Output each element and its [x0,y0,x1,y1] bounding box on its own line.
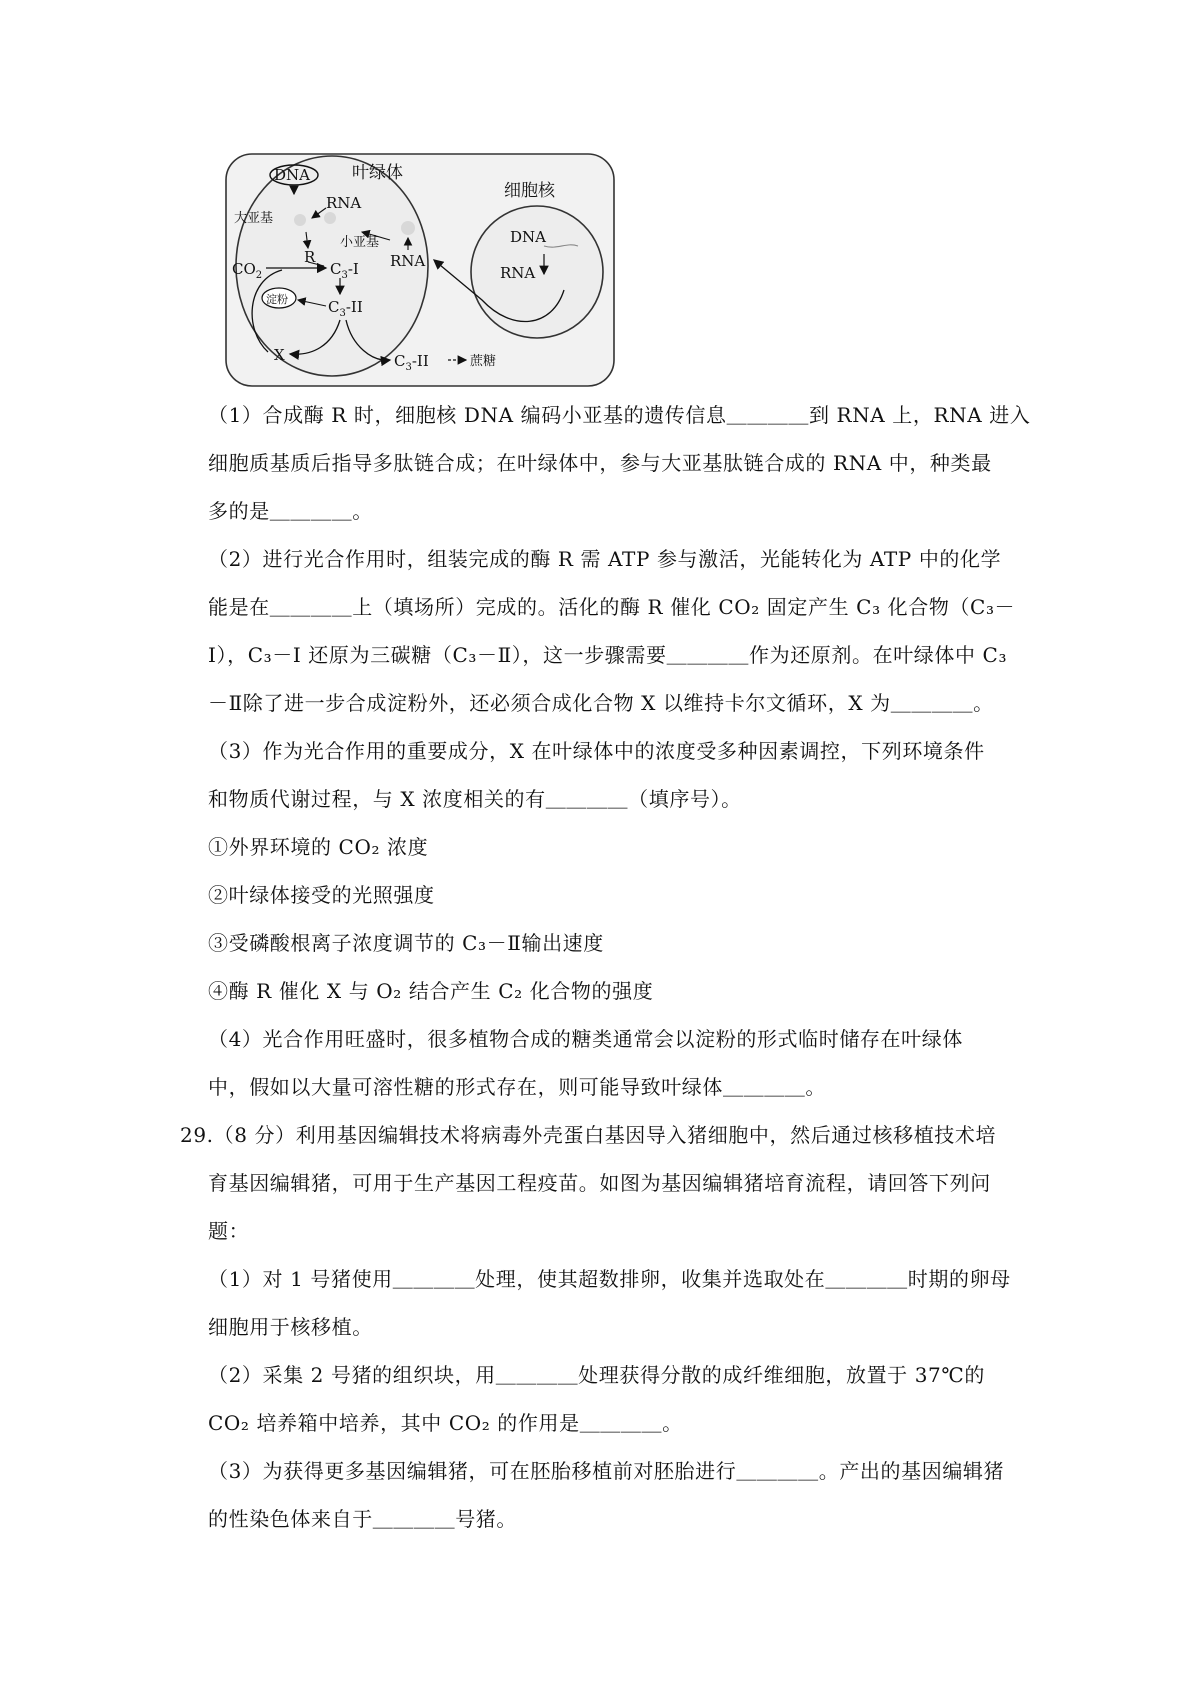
text-line: 题： [208,1219,250,1243]
text-line: 和物质代谢过程，与 X 浓度相关的有＿＿＿＿（填序号）。 [208,787,742,811]
question-29-stem: 29.（8 分）利用基因编辑技术将病毒外壳蛋白基因导入猪细胞中，然后通过核移植技术培 [180,1123,997,1147]
large-subunit-label: 大亚基 [234,211,274,226]
chloroplast-figure [222,150,618,390]
cytoplasm-ribosome-blob [401,221,415,235]
chloroplast-rna: RNA [326,194,362,212]
c3-ii-export-label: $C_3-II$ [394,352,429,373]
text-line: （3）为获得更多基因编辑猪，可在胚胎移植前对胚胎进行＿＿＿＿。产出的基因编辑猪 [208,1459,1005,1483]
text-line: （2）进行光合作用时，组装完成的酶 R 需 ATP 参与激活，光能转化为 ATP 中的化学 [208,547,1002,571]
text-line: 细胞用于核移植。 [208,1315,373,1339]
text-line: 细胞质基质后指导多肽链合成；在叶绿体中，参与大亚基肽链合成的 RNA 中，种类最 [208,451,992,475]
text-line: 育基因编辑猪，可用于生产基因工程疫苗。如图为基因编辑猪培育流程，请回答下列问 [208,1171,991,1195]
large-subunit-blob [294,214,306,226]
text-line: （1）对 1 号猪使用＿＿＿＿处理，使其超数排卵，收集并选取处在＿＿＿＿时期的卵母 [208,1267,1011,1291]
co2-label: $CO_2$ [232,260,263,281]
option-line: ①外界环境的 CO₂ 浓度 [208,835,429,859]
enzyme-r-label: R [304,248,316,266]
sucrose-label: 蔗糖 [470,354,497,369]
chloroplast-dna: DNA [274,166,310,184]
option-line: ②叶绿体接受的光照强度 [208,883,435,907]
nucleus-outline [471,206,603,338]
x-label: X [274,346,285,364]
text-line: －Ⅱ除了进一步合成淀粉外，还必须合成化合物 X 以维持卡尔文循环，X 为＿＿＿＿。 [208,691,994,715]
option-line: ③受磷酸根离子浓度调节的 C₃－Ⅱ输出速度 [208,931,604,955]
nucleus-dna: DNA [510,228,546,246]
nucleus-rna: RNA [500,264,536,282]
option-line: ④酶 R 催化 X 与 O₂ 结合产生 C₂ 化合物的强度 [208,979,654,1003]
text-line: （1）合成酶 R 时，细胞核 DNA 编码小亚基的遗传信息＿＿＿＿到 RNA 上，RNA 进入 [208,403,1031,427]
text-line: 能是在＿＿＿＿上（填场所）完成的。活化的酶 R 催化 CO₂ 固定产生 C₃ 化合物（C₃－ [208,595,1016,619]
starch-label: 淀粉 [266,293,288,306]
text-line: I），C₃－I 还原为三碳糖（C₃－Ⅱ），这一步骤需要＿＿＿＿作为还原剂。在叶绿体中 C₃ [208,643,1008,667]
chloroplast-diagram [222,150,618,390]
text-line: （3）作为光合作用的重要成分，X 在叶绿体中的浓度受多种因素调控，下列环境条件 [208,739,985,763]
chloroplast-label: 叶绿体 [352,163,403,183]
small-subunit-label: 小亚基 [340,235,380,250]
ribosome-blob [324,212,336,224]
cytoplasm-rna: RNA [390,252,426,270]
text-line: 多的是＿＿＿＿。 [208,499,373,523]
text-line: （4）光合作用旺盛时，很多植物合成的糖类通常会以淀粉的形式临时储存在叶绿体 [208,1027,963,1051]
c3-ii-label: $C_3-II$ [328,298,363,319]
text-line: 中，假如以大量可溶性糖的形式存在，则可能导致叶绿体＿＿＿＿。 [208,1075,826,1099]
text-line: （2）采集 2 号猪的组织块，用＿＿＿＿处理获得分散的成纤维细胞，放置于 37℃的 [208,1363,985,1387]
text-line: 的性染色体来自于＿＿＿＿号猪。 [208,1507,517,1531]
c3-i-label: $C_3-I$ [330,260,359,281]
text-line: CO₂ 培养箱中培养，其中 CO₂ 的作用是＿＿＿＿。 [208,1411,683,1435]
nucleus-label: 细胞核 [504,181,555,201]
